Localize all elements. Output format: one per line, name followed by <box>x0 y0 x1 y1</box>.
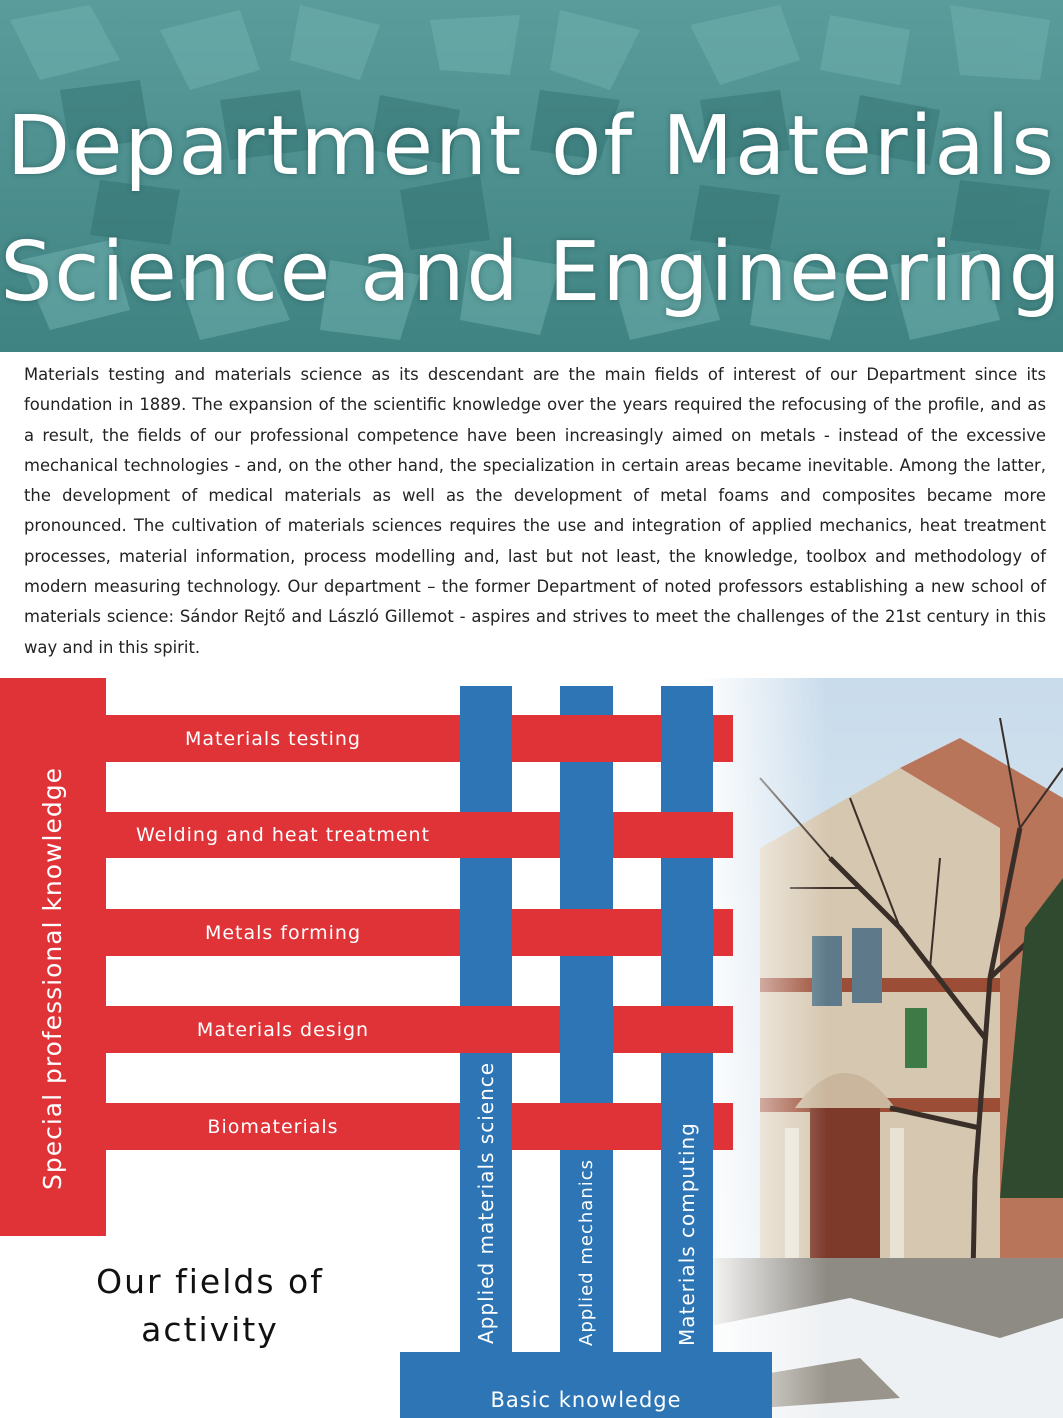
column-label-1: Applied materials science <box>474 1061 498 1344</box>
fields-of-activity-title <box>40 1258 380 1354</box>
title-line-1: Department of Materials <box>6 99 1057 194</box>
row-bar-5-seg-c <box>713 1103 733 1150</box>
header-banner <box>0 0 1063 352</box>
row-bar-2-seg-b <box>613 812 733 858</box>
row-label-3: Metals forming <box>204 921 362 944</box>
row-label-2: Welding and heat treatment <box>135 824 431 846</box>
page-title <box>0 84 1063 336</box>
column-label-2: Applied mechanics <box>576 1158 597 1346</box>
special-knowledge-label: Special professional knowledge <box>38 767 67 1190</box>
fields-title-line-1: Our fields of <box>96 1262 324 1301</box>
fields-title-line-2: activity <box>141 1310 279 1349</box>
building-photo <box>700 678 1063 1418</box>
row-bar-5-seg-b <box>512 1103 661 1150</box>
row-label-1: Materials testing <box>185 727 361 750</box>
title-line-2: Science and Engineering <box>0 225 1063 320</box>
basic-knowledge-label: Basic knowledge <box>490 1388 682 1412</box>
row-bar-1-seg-b <box>512 715 661 762</box>
row-bar-3-seg-c <box>713 909 733 956</box>
row-label-4: Materials design <box>196 1018 370 1041</box>
row-bar-4-seg-b <box>613 1006 733 1053</box>
row-bar-1-seg-c <box>713 715 733 762</box>
row-label-5: Biomaterials <box>207 1115 339 1138</box>
row-bar-3-seg-b <box>512 909 661 956</box>
intro-paragraph: Materials testing and materials science as its descendant are the main fields of interest of our Department since its foundation in 1889. The expansion of the scientific knowledge over the years required the refocusing of the profile, and as a result, the fields of our professional competence have been increasingly aimed on metals - instead of the excessive mechanical technologies - and, on the other hand, the specialization in certain areas became inevitable. Among the latter, the development of medical materials as well as the development of metal foams and composites became more pronounced. The cultivation of materials sciences requires the use and integration of applied mechanics, heat treatment processes, material information, process modelling and, last but not least, the knowledge, toolbox and methodology of modern measuring technology. Our department – the former Department of noted professors establishing a new school of materials science: Sándor Rejtő and László Gillemot - aspires and strives to meet the challenges of the 21st century in this way and in this spirit. <box>24 365 1046 657</box>
column-label-3: Materials computing <box>675 1122 699 1346</box>
